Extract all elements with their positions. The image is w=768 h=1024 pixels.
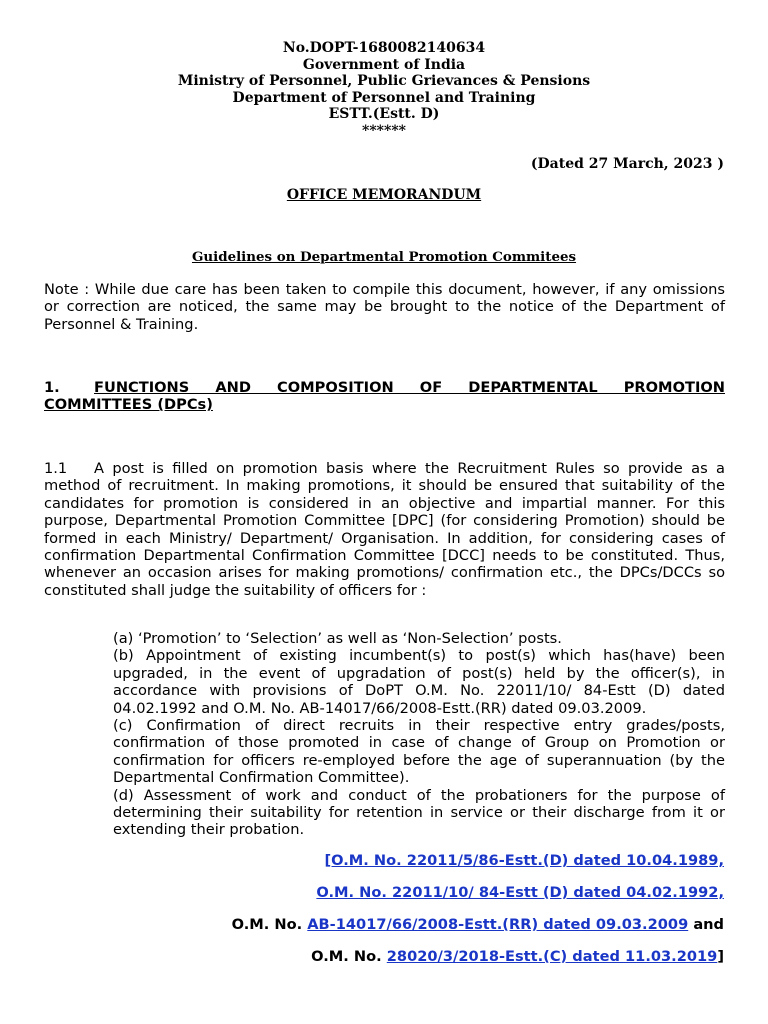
- references-block: [232, 851, 724, 979]
- om-number: No.DOPT-1680082140634: [282, 40, 486, 56]
- section-number: 1.: [44, 379, 60, 396]
- asterisk-divider: ******: [362, 122, 406, 139]
- note-paragraph: Note : While due care has been taken to compile this document, however, if any omissions or correction are noticed, the same may be brought to the notice of the Department of Personnel & Training.: [44, 281, 725, 333]
- reference-prefix-4: O.M. No.: [311, 948, 387, 965]
- list-item-a: (a) ‘Promotion’ to ‘Selection’ as well as ‘Non-Selection’ posts.: [113, 630, 562, 647]
- department-line: Department of Personnel and Training: [232, 89, 536, 106]
- reference-link-2[interactable]: O.M. No. 22011/10/ 84-Estt (D) dated 04.02.1992,: [316, 884, 724, 901]
- paragraph-number: 1.1: [44, 460, 68, 477]
- office-memorandum-title: OFFICE MEMORANDUM: [286, 187, 482, 203]
- reference-line-1: [232, 851, 724, 883]
- document-header: [0, 40, 768, 140]
- list-item-b: (b) Appointment of existing incumbent(s) to post(s) which has(have) been upgraded, in the event of upgradation of post(s) held by the officer(s), in accordance with provisions of DoPT O.M. No. 22011/10/ 84-Estt (D) dated 04.02.1992 and O.M. No. AB-14017/66/2008-Estt.(RR) dated 09.03.2009.: [113, 647, 725, 717]
- list-item-c: (c) Confirmation of direct recruits in their respective entry grades/posts, confirmation of those promoted in case of change of Group on Promotion or confirmation for officers re-employed before the age of superannuation (by the Departmental Confirmation Committee).: [113, 717, 725, 787]
- paragraph-1-1: [44, 460, 725, 599]
- section-heading: [44, 379, 725, 414]
- section-line: ESTT.(Estt. D): [328, 106, 440, 123]
- section-title: FUNCTIONS AND COMPOSITION OF DEPARTMENTAL PROMOTION COMMITTEES (DPCs): [44, 379, 725, 414]
- reference-link-4[interactable]: 28020/3/2018-Estt.(C) dated 11.03.2019: [386, 948, 718, 965]
- criteria-list: [113, 630, 725, 839]
- reference-link-1[interactable]: [O.M. No. 22011/5/86-Estt.(D) dated 10.04.1989,: [324, 852, 724, 869]
- reference-suffix-3: and: [688, 916, 724, 933]
- date-line: (Dated 27 March, 2023 ): [530, 156, 724, 172]
- reference-link-3[interactable]: AB-14017/66/2008-Estt.(RR) dated 09.03.2009: [307, 916, 689, 933]
- guidelines-title: Guidelines on Departmental Promotion Commitees: [191, 249, 577, 265]
- paragraph-text: A post is filled on promotion basis where the Recruitment Rules so provide as a method of recruitment. In making promotions, it should be ensured that suitability of the candidates for promotion is considered in an objective and impartial manner. For this purpose, Departmental Promotion Committee [DPC] (for considering Promotion) should be formed in each Ministry/ Department/ Organisation. In addition, for considering cases of confirmation Departmental Confirmation Committee [DCC] needs to be constituted. Thus, whenever an occasion arises for making promotions/ confirmation etc., the DPCs/DCCs so constituted shall judge the suitability of officers for :: [44, 460, 725, 599]
- reference-prefix-3: O.M. No.: [231, 916, 308, 933]
- reference-line-2: [232, 883, 724, 915]
- list-item-d: (d) Assessment of work and conduct of the probationers for the purpose of determining their suitability for retention in service or their discharge from it or extending their probation.: [113, 786, 725, 839]
- ministry-line: Ministry of Personnel, Public Grievances & Pensions: [177, 73, 591, 90]
- reference-line-4: [232, 947, 724, 979]
- government-line: Government of India: [302, 56, 466, 73]
- reference-line-3: [232, 915, 724, 947]
- reference-suffix-4: ]: [717, 948, 724, 965]
